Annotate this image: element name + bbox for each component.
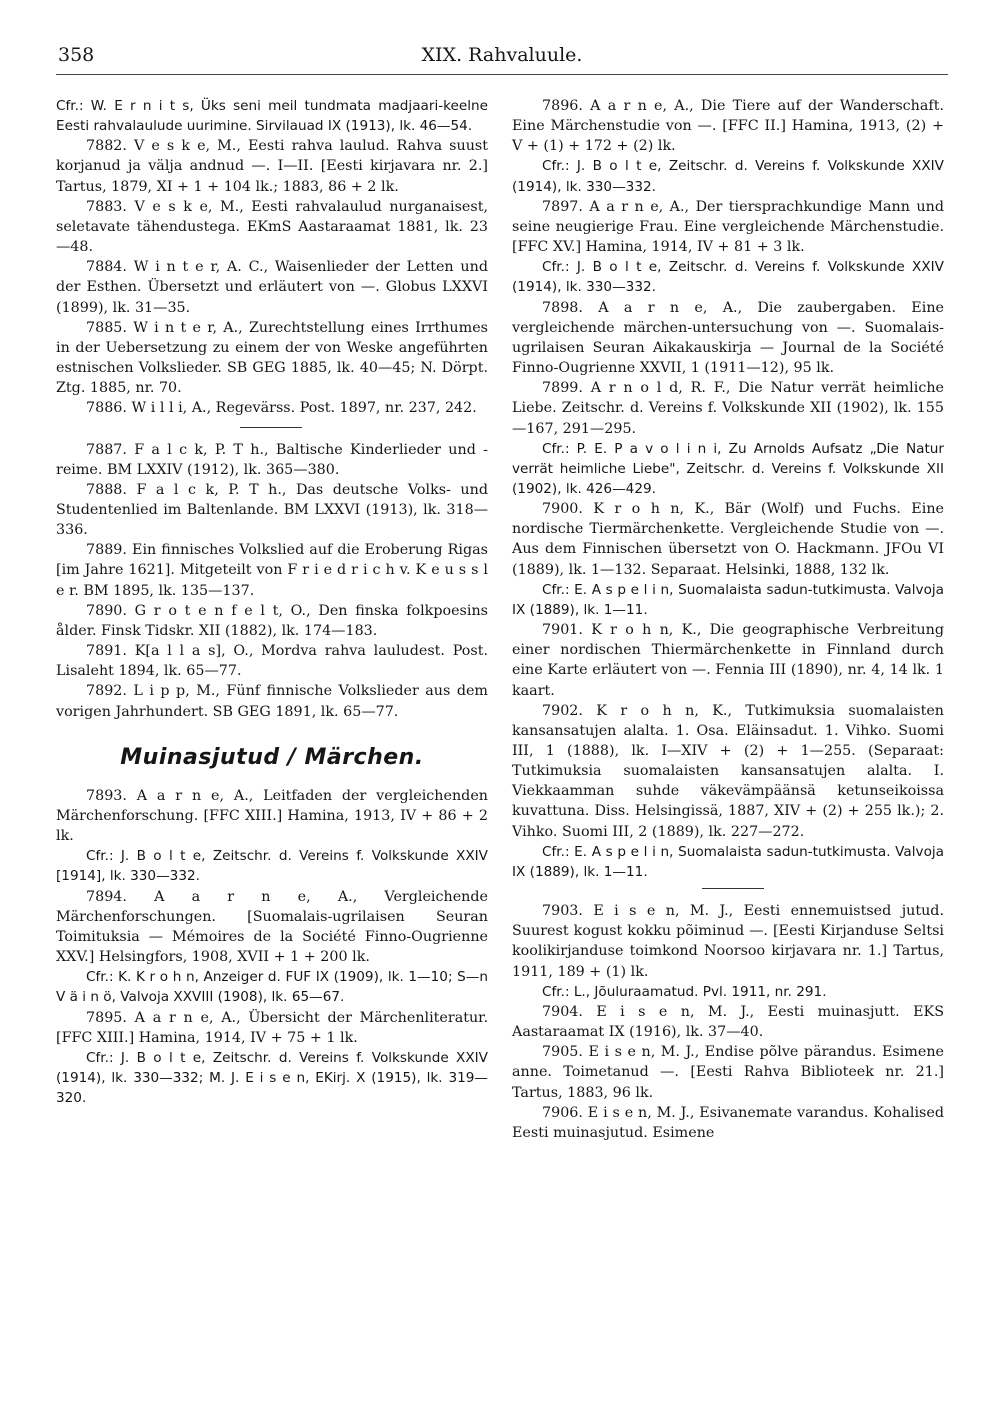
left-entries-block-1: [56, 96, 488, 419]
page-header: [56, 38, 948, 75]
left-entries-block-2: [56, 440, 488, 722]
review-reference: Cfr.: J. B o l t e, Zeitschr. d. Vereins f. Volkskunde XXIV [1914], lk. 330—332.: [56, 848, 488, 885]
separator-rule: [702, 888, 764, 889]
bibliography-entry: 7888. F a l c k, P. T h., Das deutsche Volks- und Studentenlied im Baltenlande. BM LXXVI (1913), lk. 318—336.: [56, 481, 488, 539]
bibliography-entry: 7883. V e s k e, M., Eesti rahvalaulud nurganaisest, seletavate tähendustega. EKmS Aastaraamat 1881, lk. 23—48.: [56, 198, 488, 256]
bibliography-entry: 7899. A r n o l d, R. F., Die Natur verrät heimliche Liebe. Zeitschr. d. Vereins f. Volkskunde XII (1902), lk. 155—167, 291—295.: [512, 380, 944, 437]
bibliography-entry: 7895. A a r n e, A., Übersicht der Märchenliteratur. [FFC XIII.] Hamina, 1914, IV + 75 + 1 lk.: [56, 1009, 488, 1046]
bibliography-entry: 7898. A a r n e, A., Die zaubergaben. Eine vergleichende märchen-untersuchung von —. Suomalais-ugrilaisen Seuran Aikakauskirja — Journal de la Société Finno-Ougrienne XXVII, 1 (1911—12), 95 lk.: [512, 299, 944, 377]
bibliography-entry: 7900. K r o h n, K., Bär (Wolf) und Fuchs. Eine nordische Tiermärchenkette. Vergleichende Studie von —. Aus dem Finnischen übersetzt von O. Hackmann. JFOu VI (1889), lk. 1—132. Separaat. Helsinki, 1888, 132 lk.: [512, 501, 944, 578]
left-entries-block-3: [56, 786, 488, 1109]
review-reference: Cfr.: E. A s p e l i n, Suomalaista sadun-tutkimusta. Valvoja IX (1889), lk. 1—11.: [512, 581, 944, 618]
bibliography-entry: 7892. L i p p, M., Fünf finnische Volkslieder aus dem vorigen Jahrhundert. SB GEG 1891, lk. 65—77.: [56, 683, 488, 720]
bibliography-entry: 7893. A a r n e, A., Leitfaden der vergleichenden Märchenforschung. [FFC XIII.] Hamina, 1913, IV + 86 + 2 lk.: [56, 787, 488, 845]
review-reference: Cfr.: P. E. P a v o l i n i, Zu Arnolds Aufsatz „Die Natur verrät heimliche Liebe", Zeitschr. d. Vereins f. Volkskunde XII (1902), lk. 426—429.: [512, 440, 944, 497]
bibliography-entry: 7884. W i n t e r, A. C., Waisenlieder der Letten und der Esthen. Übersetzt und erläutert von —. Globus LXXVI (1899), lk. 31—35.: [56, 259, 488, 316]
review-reference: Cfr.: J. B o l t e, Zeitschr. d. Vereins f. Volkskunde XXIV (1914), lk. 330—332.: [512, 259, 944, 296]
bibliography-entry: 7890. G r o t e n f e l t, O., Den finska folkpoesins ålder. Finsk Tidskr. XII (1882), lk. 174—183.: [56, 602, 488, 639]
bibliography-entry: 7903. E i s e n, M. J., Eesti ennemuistsed jutud. Suurest kogust kokku põiminud —. [Eesti Kirjanduse Seltsi koolikirjanduse toimkond Noorsoo kirjavara nr. 1.] Tartus, 1911, 189 + (1) lk.: [512, 903, 944, 980]
right-entries-block-2: [512, 901, 944, 1143]
right-entries-block-1: [512, 96, 944, 882]
review-reference: Cfr.: L., Jõuluraamatud. Pvl. 1911, nr. 291.: [542, 983, 827, 1000]
right-column: [512, 96, 944, 1143]
bibliography-entry: 7887. F a l c k, P. T h., Baltische Kinderlieder und -reime. BM LXXIV (1912), lk. 365—380.: [56, 441, 488, 478]
bibliography-entry: 7906. E i s e n, M. J., Esivanemate varandus. Kohalised Eesti muinasjutud. Esimene: [512, 1104, 944, 1141]
bibliography-entry: 7901. K r o h n, K., Die geographische Verbreitung einer nordischen Thiermärchenkette in Finnland durch eine Karte erläutert von —. Fennia III (1890), nr. 4, 14 lk. 1 kaart.: [512, 622, 944, 699]
bibliography-entry: 7889. Ein finnisches Volkslied auf die Eroberung Rigas [im Jahre 1621]. Mitgeteilt von F r i e d r i c h v. K e u s s l e r. BM 1895, lk. 135—137.: [56, 542, 488, 599]
left-column: [56, 96, 488, 1108]
review-reference: Cfr.: E. A s p e l i n, Suomalaista sadun-tutkimusta. Valvoja IX (1889), lk. 1—11.: [512, 843, 944, 880]
bibliography-entry: 7886. W i l l i, A., Regevärss. Post. 1897, nr. 237, 242.: [86, 400, 477, 417]
bibliography-entry: 7885. W i n t e r, A., Zurechtstellung eines Irrthumes in der Uebersetzung zu einem der von Weske angeführten estnischen Volkslieder. SB GEG 1885, lk. 40—45; N. Dörpt. Ztg. 1885, nr. 70.: [56, 319, 488, 397]
page-number: 358: [58, 44, 95, 66]
bibliography-entry: 7904. E i s e n, M. J., Eesti muinasjutt. EKS Aastaraamat IX (1916), lk. 37—40.: [512, 1003, 944, 1041]
bibliography-entry: 7897. A a r n e, A., Der tiersprachkundige Mann und seine neugierige Frau. Eine vergleichende Märchenstudie. [FFC XV.] Hamina, 1914, IV + 81 + 3 lk.: [512, 198, 944, 256]
bibliography-entry: 7896. A a r n e, A., Die Tiere auf der Wanderschaft. Eine Märchenstudie von —. [FFC II.] Hamina, 1913, (2) + V + (1) + 172 + (2) lk.: [512, 98, 944, 155]
review-reference: Cfr.: W. E r n i t s, Üks seni meil tundmata madjaari-keelne Eesti rahvalaulude uurimine. Sirvilauad IX (1913), lk. 46—54.: [56, 98, 488, 135]
review-reference: Cfr.: J. B o l t e, Zeitschr. d. Vereins f. Volkskunde XXIV (1914), lk. 330—332.: [512, 158, 944, 195]
running-head: XIX. Rahvaluule.: [421, 44, 583, 66]
section-heading: Muinasjutud / Märchen.: [120, 744, 424, 770]
bibliography-entry: 7894. A a r n e, A., Vergleichende Märchenforschungen. [Suomalais-ugrilaisen Seuran Toimituksia — Mémoires de la Société Finno-Ougrienne XXV.] Helsingfors, 1908, XVII + 1 + 200 lk.: [56, 888, 488, 966]
review-reference: Cfr.: K. K r o h n, Anzeiger d. FUF IX (1909), lk. 1—10; S—n V ä i n ö, Valvoja XXVIII (1908), lk. 65—67.: [56, 969, 488, 1006]
review-reference: Cfr.: J. B o l t e, Zeitschr. d. Vereins f. Volkskunde XXIV (1914), lk. 330—332; M. J. E i s e n, EKirj. X (1915), lk. 319—320.: [56, 1049, 488, 1107]
bibliography-entry: 7902. K r o h n, K., Tutkimuksia suomalaisten kansansatujen alalta. 1. Osa. Eläinsadut. 1. Vihko. Suomi III, 1 (1888), lk. I—XIV + (2) + 1—255. (Separaat: Tutkimuksia suomalaisten kansansatujen alalta. I. Viekkaamman suhde väkevämpäänsä ketunseikoissa kuvattuna. Diss. Helsingissä, 1887, XIV + (2) + 255 lk.); 2. Vihko. Suomi III, 2 (1889), lk. 227—272.: [512, 702, 944, 840]
bibliography-entry: 7905. E i s e n, M. J., Endise põlve pärandus. Esimene anne. Toimetanud —. [Eesti Rahva Biblioteek nr. 21.] Tartus, 1883, 96 lk.: [512, 1044, 944, 1101]
separator-rule: [240, 427, 302, 428]
bibliography-entry: 7891. K[a l l a s], O., Mordva rahva lauludest. Post. Lisaleht 1894, lk. 65—77.: [56, 643, 488, 680]
bibliography-entry: 7882. V e s k e, M., Eesti rahva laulud. Rahva suust korjanud ja välja andnud —. I—II. [Eesti kirjavara nr. 2.] Tartus, 1879, XI + 1 + 104 lk.; 1883, 86 + 2 lk.: [56, 138, 488, 195]
